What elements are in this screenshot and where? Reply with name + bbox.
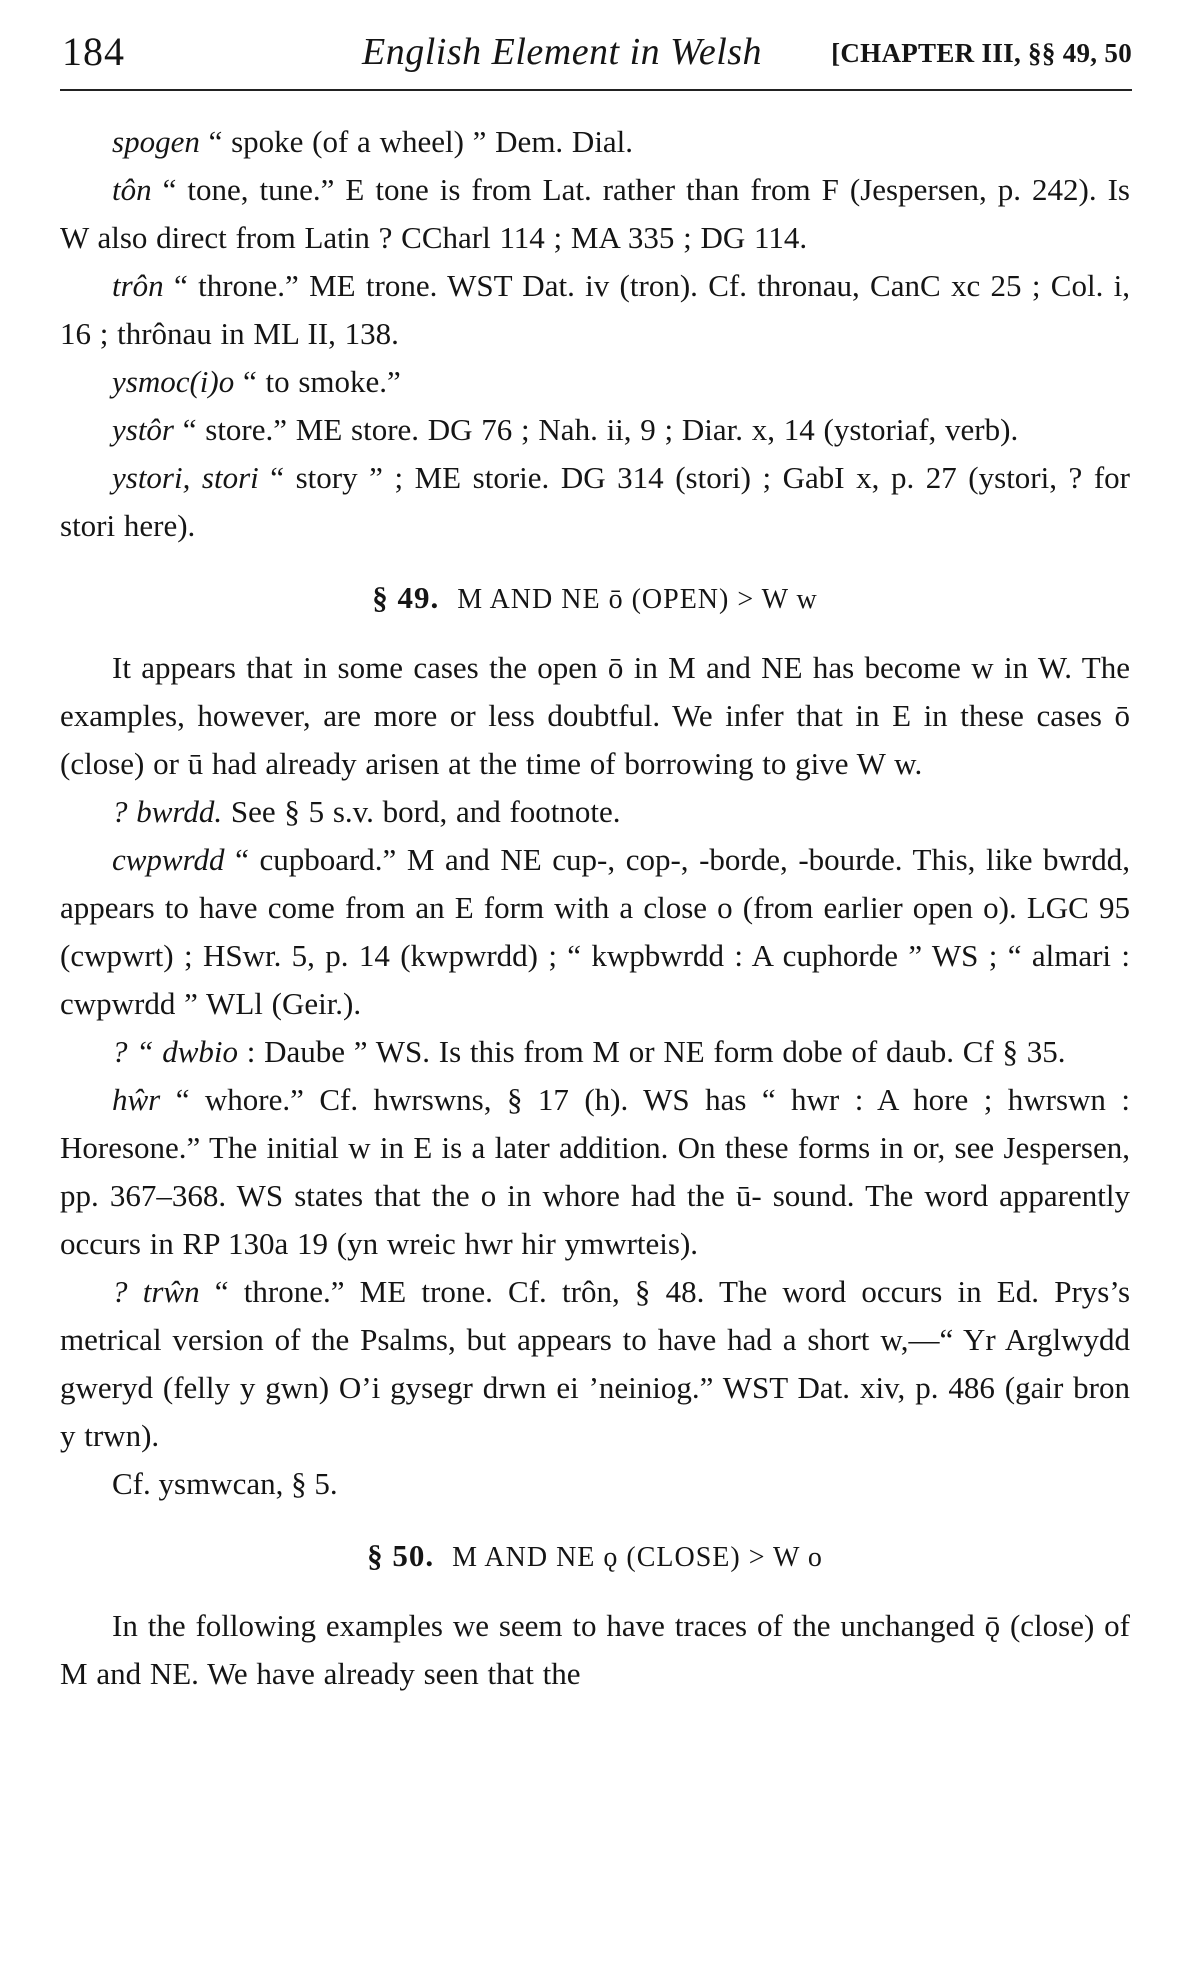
entry-text: “ spoke (of a wheel) ” Dem. Dial. (199, 124, 634, 159)
page-body (60, 118, 1130, 1698)
entry-text: “ throne.” ME trone. Cf. trôn, § 48. The word occurs in Ed. Prys’s metrical version of the Psalms, but appears to have had a short w,—“ Yr Arglwydd gweryd (felly y gwn) O’i gysegr drwn ei ’neiniog.” WST Dat. xiv, p. 486 (gair bron y trwn). (60, 1274, 1131, 1453)
running-title: English Element in Welsh (362, 31, 763, 73)
entry-text: See § 5 s.v. bord, and footnote. (222, 794, 621, 829)
header-rule (60, 89, 1132, 91)
entry-bwrdd (60, 788, 1130, 836)
page-number: 184 (62, 29, 125, 74)
section-50-heading (60, 1532, 1130, 1582)
entry-text: “ tone, tune.” E tone is from Lat. rather than from F (Jespersen, p. 242). Is W also direct from Latin ? CCharl 114 ; MA 335 ; DG 114. (60, 172, 1130, 255)
entry-tron (60, 262, 1130, 358)
section-49-intro: It appears that in some cases the open ō in M and NE has become w in W. The examples, however, are more or less doubtful. We infer that in E in these cases ō (close) or ū had already arisen at the time of borrowing to give W w. (60, 650, 1130, 781)
section-49-heading (60, 574, 1130, 624)
headword: ysmoc(i)o (112, 364, 235, 399)
chapter-reference: [CHAPTER III, §§ 49, 50 (831, 38, 1132, 68)
entry-ton (60, 166, 1130, 262)
headword: Cf. (112, 1466, 151, 1501)
entry-text: “ cupboard.” M and NE cup-, cop-, -borde, -bourde. This, like bwrdd, appears to have come from an E form with a close o (from earlier open o). LGC 95 (cwpwrt) ; HSwr. 5, p. 14 (kwpwrdd) ; “ kwpbwrdd : A cuphorde ” WS ; “ almari : cwpwrdd ” WLl (Geir.). (60, 842, 1130, 1021)
entry-text: “ throne.” ME trone. WST Dat. iv (tron). Cf. thronau, CanC xc 25 ; Col. i, 16 ; thrônau in ML II, 138. (60, 268, 1130, 351)
entry-text: ysmwcan, § 5. (150, 1466, 338, 1501)
entry-ystori (60, 454, 1130, 550)
section-number: § 50. (367, 1538, 435, 1573)
headword: tôn (112, 172, 152, 207)
headword: ? bwrdd. (112, 794, 223, 829)
entry-cf-ysmwcan (60, 1460, 1130, 1508)
entry-text: “ store.” ME store. DG 76 ; Nah. ii, 9 ; Diar. x, 14 (ystoriaf, verb). (174, 412, 1019, 447)
entry-ysmocio (60, 358, 1130, 406)
entry-text: “ story ” ; ME storie. DG 314 (stori) ; GabI x, p. 27 (ystori, ? for stori here). (60, 460, 1130, 543)
section-title: M AND NE ǫ (CLOSE) > W o (452, 1542, 823, 1573)
headword: ystôr (112, 412, 174, 447)
entry-text: : Daube ” WS. Is this from M or NE form dobe of daub. Cf § 35. (238, 1034, 1066, 1069)
page-header (60, 24, 1130, 86)
entry-ystor (60, 406, 1130, 454)
headword: ? “ dwbio (112, 1034, 239, 1069)
headword: ? trŵn (112, 1274, 200, 1309)
headword: spogen (112, 124, 200, 159)
headword: cwpwrdd (112, 842, 225, 877)
section-title: M AND NE ō (OPEN) > W w (457, 584, 818, 615)
entry-trwn (60, 1268, 1130, 1460)
headword: ystori, stori (112, 460, 259, 495)
section-number: § 49. (372, 580, 440, 615)
entry-hwr (60, 1076, 1130, 1268)
entry-dwbio (60, 1028, 1130, 1076)
entry-cwpwrdd (60, 836, 1130, 1028)
headword: hŵr (112, 1082, 161, 1117)
headword: trôn (112, 268, 164, 303)
entry-text: “ whore.” Cf. hwrswns, § 17 (h). WS has “ hwr : A hore ; hwrswn : Horesone.” The initial w in E is a later addition. On these forms in or, see Jespersen, pp. 367–368. WS states that the o in whore had the ū- sound. The word apparently occurs in RP 130a 19 (yn wreic hwr hir ymwrteis). (60, 1082, 1130, 1261)
entry-text: “ to smoke.” (234, 364, 401, 399)
section-50-intro: In the following examples we seem to have traces of the unchanged ǭ (close) of M and NE. We have already seen that the (60, 1608, 1130, 1691)
entry-spogen (60, 118, 1130, 166)
